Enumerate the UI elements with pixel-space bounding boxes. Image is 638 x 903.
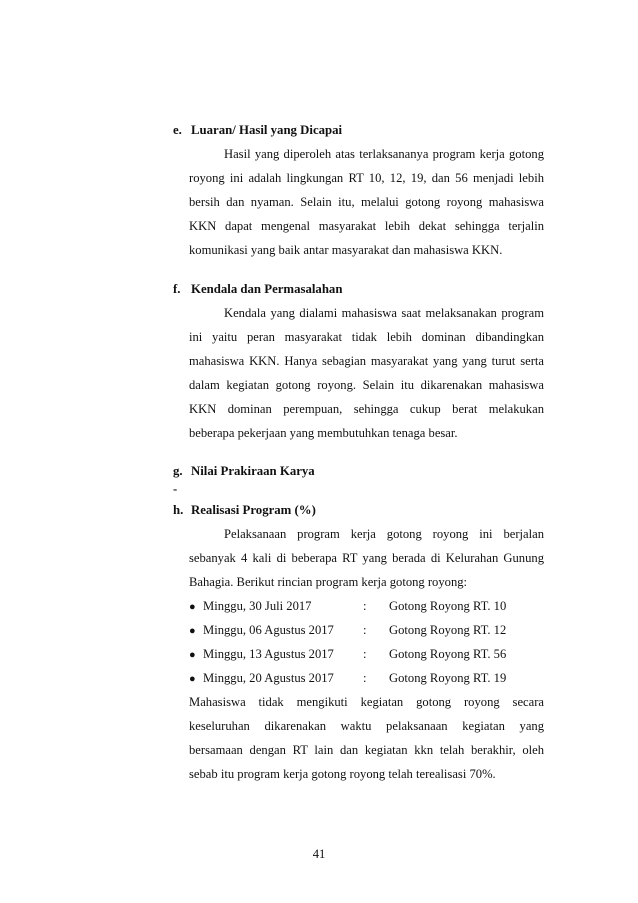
section-g-label: g.	[173, 464, 183, 478]
schedule-activity: Gotong Royong RT. 12	[389, 623, 507, 637]
section-f-label: f.	[173, 282, 181, 296]
section-h-closing-line: keseluruhan dikarenakan waktu pelaksanaan kegiatan yang	[189, 719, 544, 733]
schedule-date: Minggu, 30 Juli 2017	[203, 599, 312, 613]
section-h-label: h.	[173, 503, 184, 517]
schedule-item	[189, 598, 506, 615]
section-e-line: KKN dapat mengenal masyarakat lebih dekat sehingga terjalin	[189, 219, 544, 233]
section-e-label: e.	[173, 123, 182, 137]
page-number: 41	[312, 847, 326, 861]
section-e-heading	[173, 122, 342, 138]
schedule-separator: :	[363, 671, 367, 685]
schedule-item	[189, 670, 506, 687]
section-g-value: -	[173, 482, 178, 496]
section-g-title: Nilai Prakiraan Karya	[191, 464, 315, 478]
schedule-date: Minggu, 20 Agustus 2017	[203, 671, 334, 685]
section-f-title: Kendala dan Permasalahan	[191, 282, 343, 296]
section-h-intro-line: Pelaksanaan program kerja gotong royong ini berjalan	[224, 527, 544, 541]
section-f-heading	[173, 281, 342, 297]
schedule-date: Minggu, 06 Agustus 2017	[203, 623, 334, 637]
section-f-line: beberapa pekerjaan yang membutuhkan tenaga besar.	[189, 426, 458, 440]
bullet-icon: ●	[189, 601, 196, 613]
schedule-activity: Gotong Royong RT. 19	[389, 671, 507, 685]
section-h-intro-line: sebanyak 4 kali di beberapa RT yang berada di Kelurahan Gunung	[189, 551, 544, 565]
section-f-line: KKN dominan perempuan, sehingga cukup berat melakukan	[189, 402, 544, 416]
schedule-separator: :	[363, 623, 367, 637]
schedule-activity: Gotong Royong RT. 10	[389, 599, 507, 613]
section-h-closing-line: Mahasiswa tidak mengikuti kegiatan gotong royong secara	[189, 695, 544, 709]
section-g-heading	[173, 463, 315, 479]
schedule-separator: :	[363, 599, 367, 613]
section-f-line: Kendala yang dialami mahasiswa saat melaksanakan program	[224, 306, 544, 320]
bullet-icon: ●	[189, 625, 196, 637]
section-e-line: Hasil yang diperoleh atas terlaksananya program kerja gotong	[224, 147, 544, 161]
schedule-activity: Gotong Royong RT. 56	[389, 647, 507, 661]
section-e-line: bersih dan nyaman. Selain itu, melalui gotong royong mahasiswa	[189, 195, 544, 209]
section-e-line: royong ini adalah lingkungan RT 10, 12, 19, dan 56 menjadi lebih	[189, 171, 544, 185]
section-h-title: Realisasi Program (%)	[191, 503, 316, 517]
section-h-closing-line: sebab itu program kerja gotong royong telah terealisasi 70%.	[189, 767, 496, 781]
schedule-item	[189, 622, 506, 639]
schedule-date: Minggu, 13 Agustus 2017	[203, 647, 334, 661]
section-f-line: dalam kegiatan gotong royong. Selain itu dikarenakan mahasiswa	[189, 378, 544, 392]
section-f-line: ini yaitu peran masyarakat tidak lebih dominan dibandingkan	[189, 330, 544, 344]
section-f-line: mahasiswa KKN. Hanya sebagian masyarakat yang yang turut serta	[189, 354, 544, 368]
section-h-closing-line: bersamaan dengan RT lain dan kegiatan kkn telah berakhir, oleh	[189, 743, 544, 757]
section-e-title: Luaran/ Hasil yang Dicapai	[191, 123, 343, 137]
section-e-line: komunikasi yang baik antar masyarakat dan mahasiswa KKN.	[189, 243, 503, 257]
bullet-icon: ●	[189, 649, 196, 661]
schedule-item	[189, 646, 506, 663]
section-h-intro-line: Bahagia. Berikut rincian program kerja gotong royong:	[189, 575, 468, 589]
section-h-heading	[173, 502, 316, 518]
schedule-separator: :	[363, 647, 367, 661]
bullet-icon: ●	[189, 673, 196, 685]
